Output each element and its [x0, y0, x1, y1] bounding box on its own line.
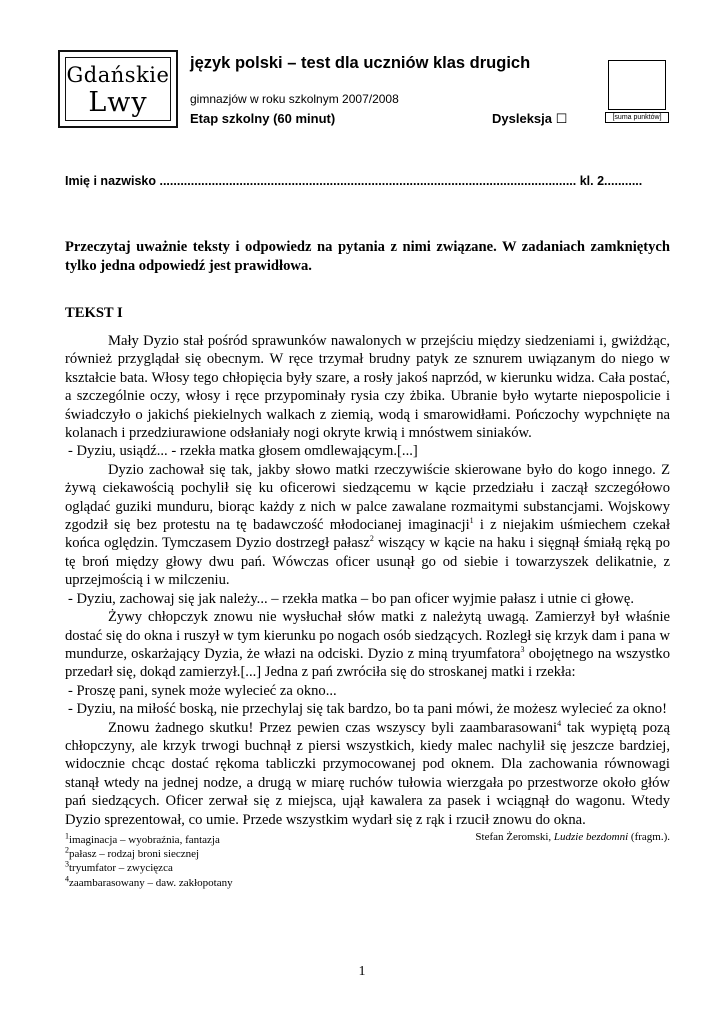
logo-line-1: Gdańskie: [66, 63, 170, 87]
dialogue-line-4: - Dyziu, na miłość boską, nie przechylaj się tak bardzo, bo ta pani mówi, że możesz wylecieć za okno!: [68, 701, 667, 718]
footnote-ref-1: 1: [469, 516, 474, 526]
passage-paragraph-1: Mały Dyzio stał pośród sprawunków nawalonych w przejściu między siedzeniami i, gwiżdżąc, również przyglądał się obecnym. W ręce trzymał brudny patyk ze sznurem uwiązanym do niego w kształcie bata. Włosy tego chłopięcia były szare, a rosły jakoś naprzód, w kierunku widza. Cała postać, a szczególnie oczy, włosy i ręce przypominały rysia czy żbika. Ubranie było wytarte niepospolicie i świadczyło o jakichś piekielnych walkach z ziemią, wodą i smarowidłami. Pończochy wypchnięte na kolanach i przedziurawione odsłaniały nogi okryte krwią i mnóstwem siniaków.: [65, 333, 670, 442]
footnote-text: zaambarasowany – daw. zakłopotany: [69, 876, 233, 889]
footnotes: [65, 833, 233, 890]
passage-paragraph-2: [65, 461, 670, 590]
dialogue-line-2: - Dyziu, zachowaj się jak należy... – rzekła matka – bo pan oficer wyjmie pałasz i utnie ci głowę.: [68, 590, 634, 607]
passage-text: obojętnego na wszystko przedarł się, dokąd zamierzył.[...] Jedna z pań zwróciła się do stroskanej matki i rzekła:: [65, 645, 670, 681]
passage-text: wiszący w kącie na haku i sięgnął śmiałą ręką po tę broń między głowy dwu pań. Wówczas oficer usunął go od siebie i towarzyszek delikatnie, z uprzejmością i w milczeniu.: [65, 535, 670, 589]
name-label: Imię i nazwisko: [65, 174, 157, 188]
passage-paragraph-4: [65, 719, 670, 829]
footnote-item: [65, 847, 233, 861]
name-row: [65, 174, 642, 188]
gdanskie-lwy-logo: [58, 50, 178, 128]
passage-text: tak wypiętą pozą chłopczyny, ale krzyk trwogi buchnął z piersi wszystkich, kiedy malec nachylił się jeszcze bardziej, widocznie chcąc dostać rękoma tabliczki przymocowanej pod oknem. Dla zachowania równowagi stanął wtedy na jednej nodze, a drugą w miarę ruchów tułowia wierzgała po przestworze około głów pań siedzących. Oficer zerwał się z miejsca, ujął kawalera za pasek i wciągnął do wagonu. Wtedy Dyzio sprezentował, co umie. Przede wszystkim wydarł się z rąk i rzucił znowu do okna.: [65, 719, 671, 828]
source-author: Stefan Żeromski,: [475, 830, 554, 843]
logo-inner-frame: [65, 57, 171, 121]
footnote-item: [65, 861, 233, 875]
class-label: kl. 2: [576, 174, 605, 188]
dyslexia-checkbox[interactable]: ☐: [555, 111, 568, 126]
footnote-ref-3: 3: [520, 645, 525, 655]
text-section-header: TEKST I: [65, 305, 123, 321]
source-suffix: (fragm.).: [628, 830, 670, 843]
name-field[interactable]: ........................................................................................................................: [156, 174, 577, 188]
footnote-text: imaginacja – wyobraźnia, fantazja: [69, 834, 220, 846]
score-label: [suma punktów]: [605, 112, 669, 123]
footnote-number: 3: [65, 859, 69, 869]
test-subtitle: gimnazjów w roku szkolnym 2007/2008: [190, 92, 399, 106]
stage-info: Etap szkolny (60 minut): [190, 111, 336, 126]
passage-text: i z niejakim uśmiechem czekał końca oględzin. Tymczasem Dyzio dostrzegł pałasz: [65, 517, 671, 552]
passage-text: Żywy chłopczyk znowu nie wysłuchał słów matki z należytą uwagą. Zamierzył był właśnie dostać się do okna i ruszył w tym kierunku po nogach osób siedzących. Rozległ się krzyk dam i pana w mundurze, oskarżający Dyzia, że włazi na odciski. Dyzio z miną tryumfatora: [65, 609, 670, 662]
passage: [65, 332, 670, 845]
footnote-item: [65, 873, 233, 890]
footnote-item: [65, 833, 233, 847]
footnote-number: 4: [65, 873, 69, 883]
instruction-text: Przeczytaj uważnie teksty i odpowiedz na pytania z nimi związane. W zadaniach zamkniętych tylko jedna odpowiedź jest prawidłowa.: [65, 239, 670, 274]
dyslexia-field: [492, 111, 567, 127]
dialogue-line-1: - Dyziu, usiądź... - rzekła matka głosem omdlewającym.[...]: [68, 443, 418, 460]
footnote-number: 1: [65, 831, 69, 841]
page-number: 1: [358, 964, 366, 979]
test-title: język polski – test dla uczniów klas drugich: [190, 54, 531, 72]
footnote-ref-4: 4: [557, 718, 562, 728]
footnote-text: tryumfator – zwycięzca: [69, 862, 173, 875]
footnote-ref-2: 2: [369, 534, 374, 544]
passage-paragraph-3: [65, 608, 670, 682]
logo-line-2: Lwy: [88, 87, 148, 118]
footnote-number: 2: [65, 845, 69, 855]
dyslexia-label: Dysleksja: [492, 111, 552, 126]
passage-text: Znowu żadnego skutku! Przez pewien czas wszyscy byli zaambarasowani: [108, 719, 558, 736]
score-box: [608, 60, 666, 110]
source-title: Ludzie bezdomni: [553, 830, 629, 843]
footnote-text: pałasz – rodzaj broni siecznej: [69, 848, 200, 861]
dialogue-line-3: - Proszę pani, synek może wylecieć za okno...: [68, 682, 337, 699]
passage-text: Dyzio zachował się tak, jakby słowo matki rzeczywiście skierowane było do kogo innego. Z żywą ciekawością pochylił się ku oficerowi siedzącemu w kącie przedziału i zaczął szczegółowo oglądać guziki munduru, biorąc każdy z nich w palce zawalane rozmaitymi substancjami. Wojskowy zgodził się bez protestu na tę badawczość młodocianej imaginacji: [65, 461, 670, 534]
class-field[interactable]: ...........: [604, 174, 643, 188]
